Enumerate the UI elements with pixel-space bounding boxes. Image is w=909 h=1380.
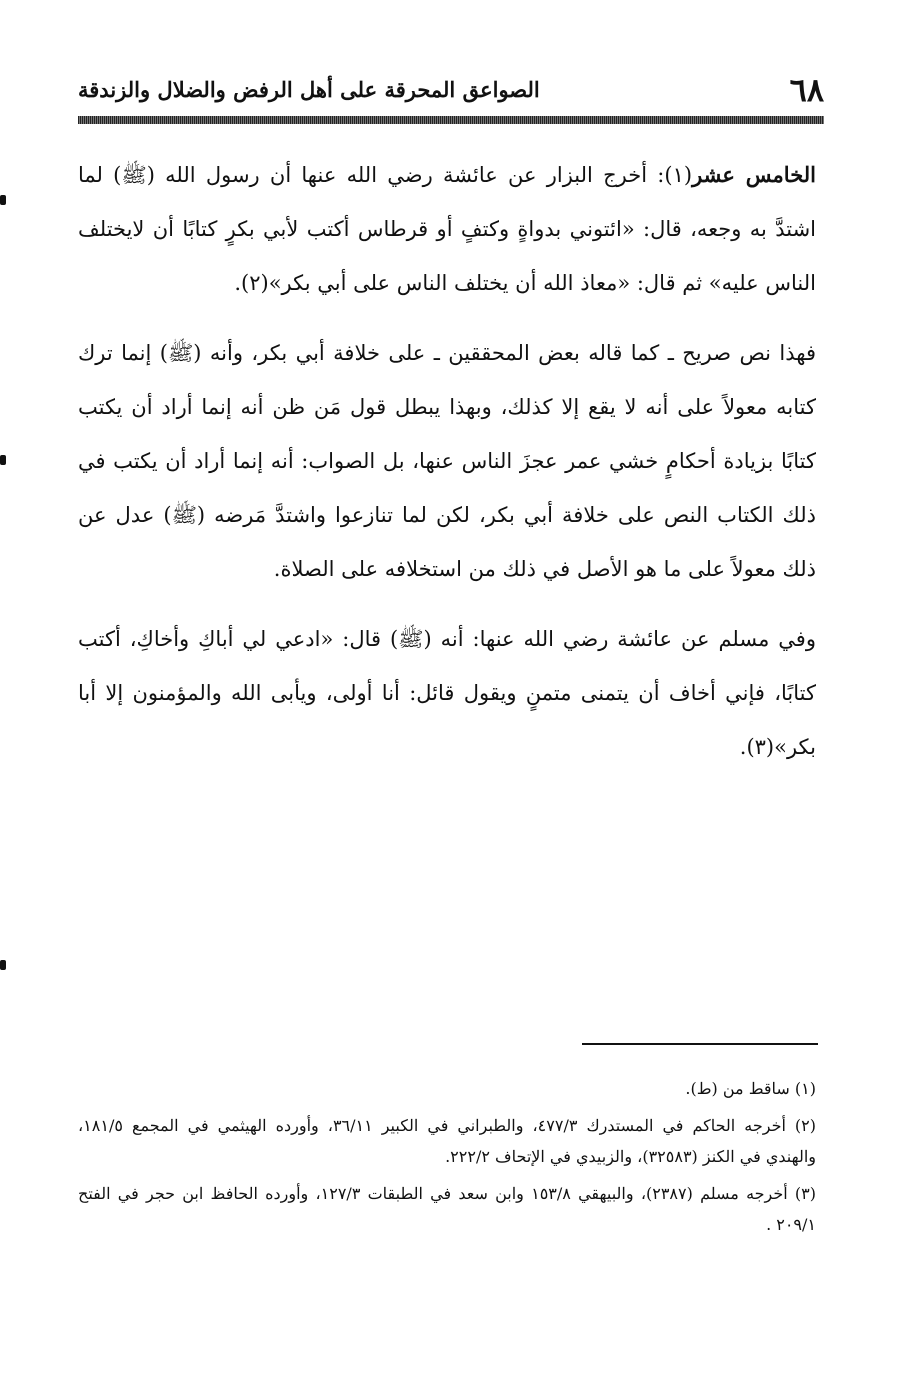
paragraph-lead: الخامس عشر — [692, 162, 816, 187]
paragraph-text: وفي مسلم عن عائشة رضي الله عنها: أنه (ﷺ) قال: «ادعي لي أباكِ وأخاكِ، أكتب كتابًا، فإني أخاف أن يتمنى متمنٍ ويقول قائل: أنا أولى، ويأبى الله والمؤمنون إلا أبا بكر»(٣). — [78, 627, 816, 759]
paragraph-2 — [78, 326, 816, 596]
footnote-1: (١) ساقط من (ط). — [685, 1079, 816, 1098]
paragraph-1 — [78, 148, 816, 310]
footnote-2: (٢) أخرجه الحاكم في المستدرك ٤٧٧/٣، والطبراني في الكبير ٣٦/١١، وأورده الهيثمي في المجمع ١٨١/٥، والهندي في الكنز (٣٢٥٨٣)، والزبيدي في الإتحاف ٢٢٢/٢. — [78, 1116, 817, 1166]
page-header — [78, 68, 824, 112]
running-title: الصواعق المحرقة على أهل الرفض والضلال والزندقة — [78, 77, 540, 102]
main-text — [78, 148, 816, 790]
header-rule — [78, 116, 824, 124]
footnote-3: (٣) أخرجه مسلم (٢٣٨٧)، والبيهقي ١٥٣/٨ وابن سعد في الطبقات ١٢٧/٣، وأورده الحافظ ابن حجر في الفتح ٢٠٩/١ . — [78, 1184, 817, 1234]
page-number: ٦٨ — [789, 71, 824, 109]
paragraph-3 — [78, 612, 816, 774]
scan-margin-mark — [0, 455, 6, 465]
paragraph-text: فهذا نص صريح ـ كما قاله بعض المحققين ـ على خلافة أبي بكر، وأنه (ﷺ) إنما ترك كتابه معولاً على أنه لا يقع إلا كذلك، وبهذا يبطل قول مَن ظن أنه إنما أراد أن يكتب كتابًا بزيادة أحكامٍ خشي عمر عجزَ الناس عنها، بل الصواب: أنه إنما أراد أن يكتب في ذلك الكتاب النص على خلافة أبي بكر، لكن لما تنازعوا واشتدَّ مَرضه (ﷺ) عدل عن ذلك معولاً على ما هو الأصل في ذلك من استخلافه على الصلاة. — [78, 341, 816, 581]
footnotes — [78, 1073, 816, 1246]
footnote-separator — [582, 1043, 818, 1045]
scan-margin-mark — [0, 960, 6, 970]
scan-margin-mark — [0, 195, 6, 205]
paragraph-text: (١): أخرج البزار عن عائشة رضي الله عنها أن رسول الله (ﷺ) لما اشتدَّ به وجعه، قال: «ائتوني بدواةٍ وكتفٍ أو قرطاس أكتب لأبي بكرٍ كتابًا أن لايختلف الناس عليه» ثم قال: «معاذ الله أن يختلف الناس على أبي بكر»(٢). — [78, 163, 817, 295]
